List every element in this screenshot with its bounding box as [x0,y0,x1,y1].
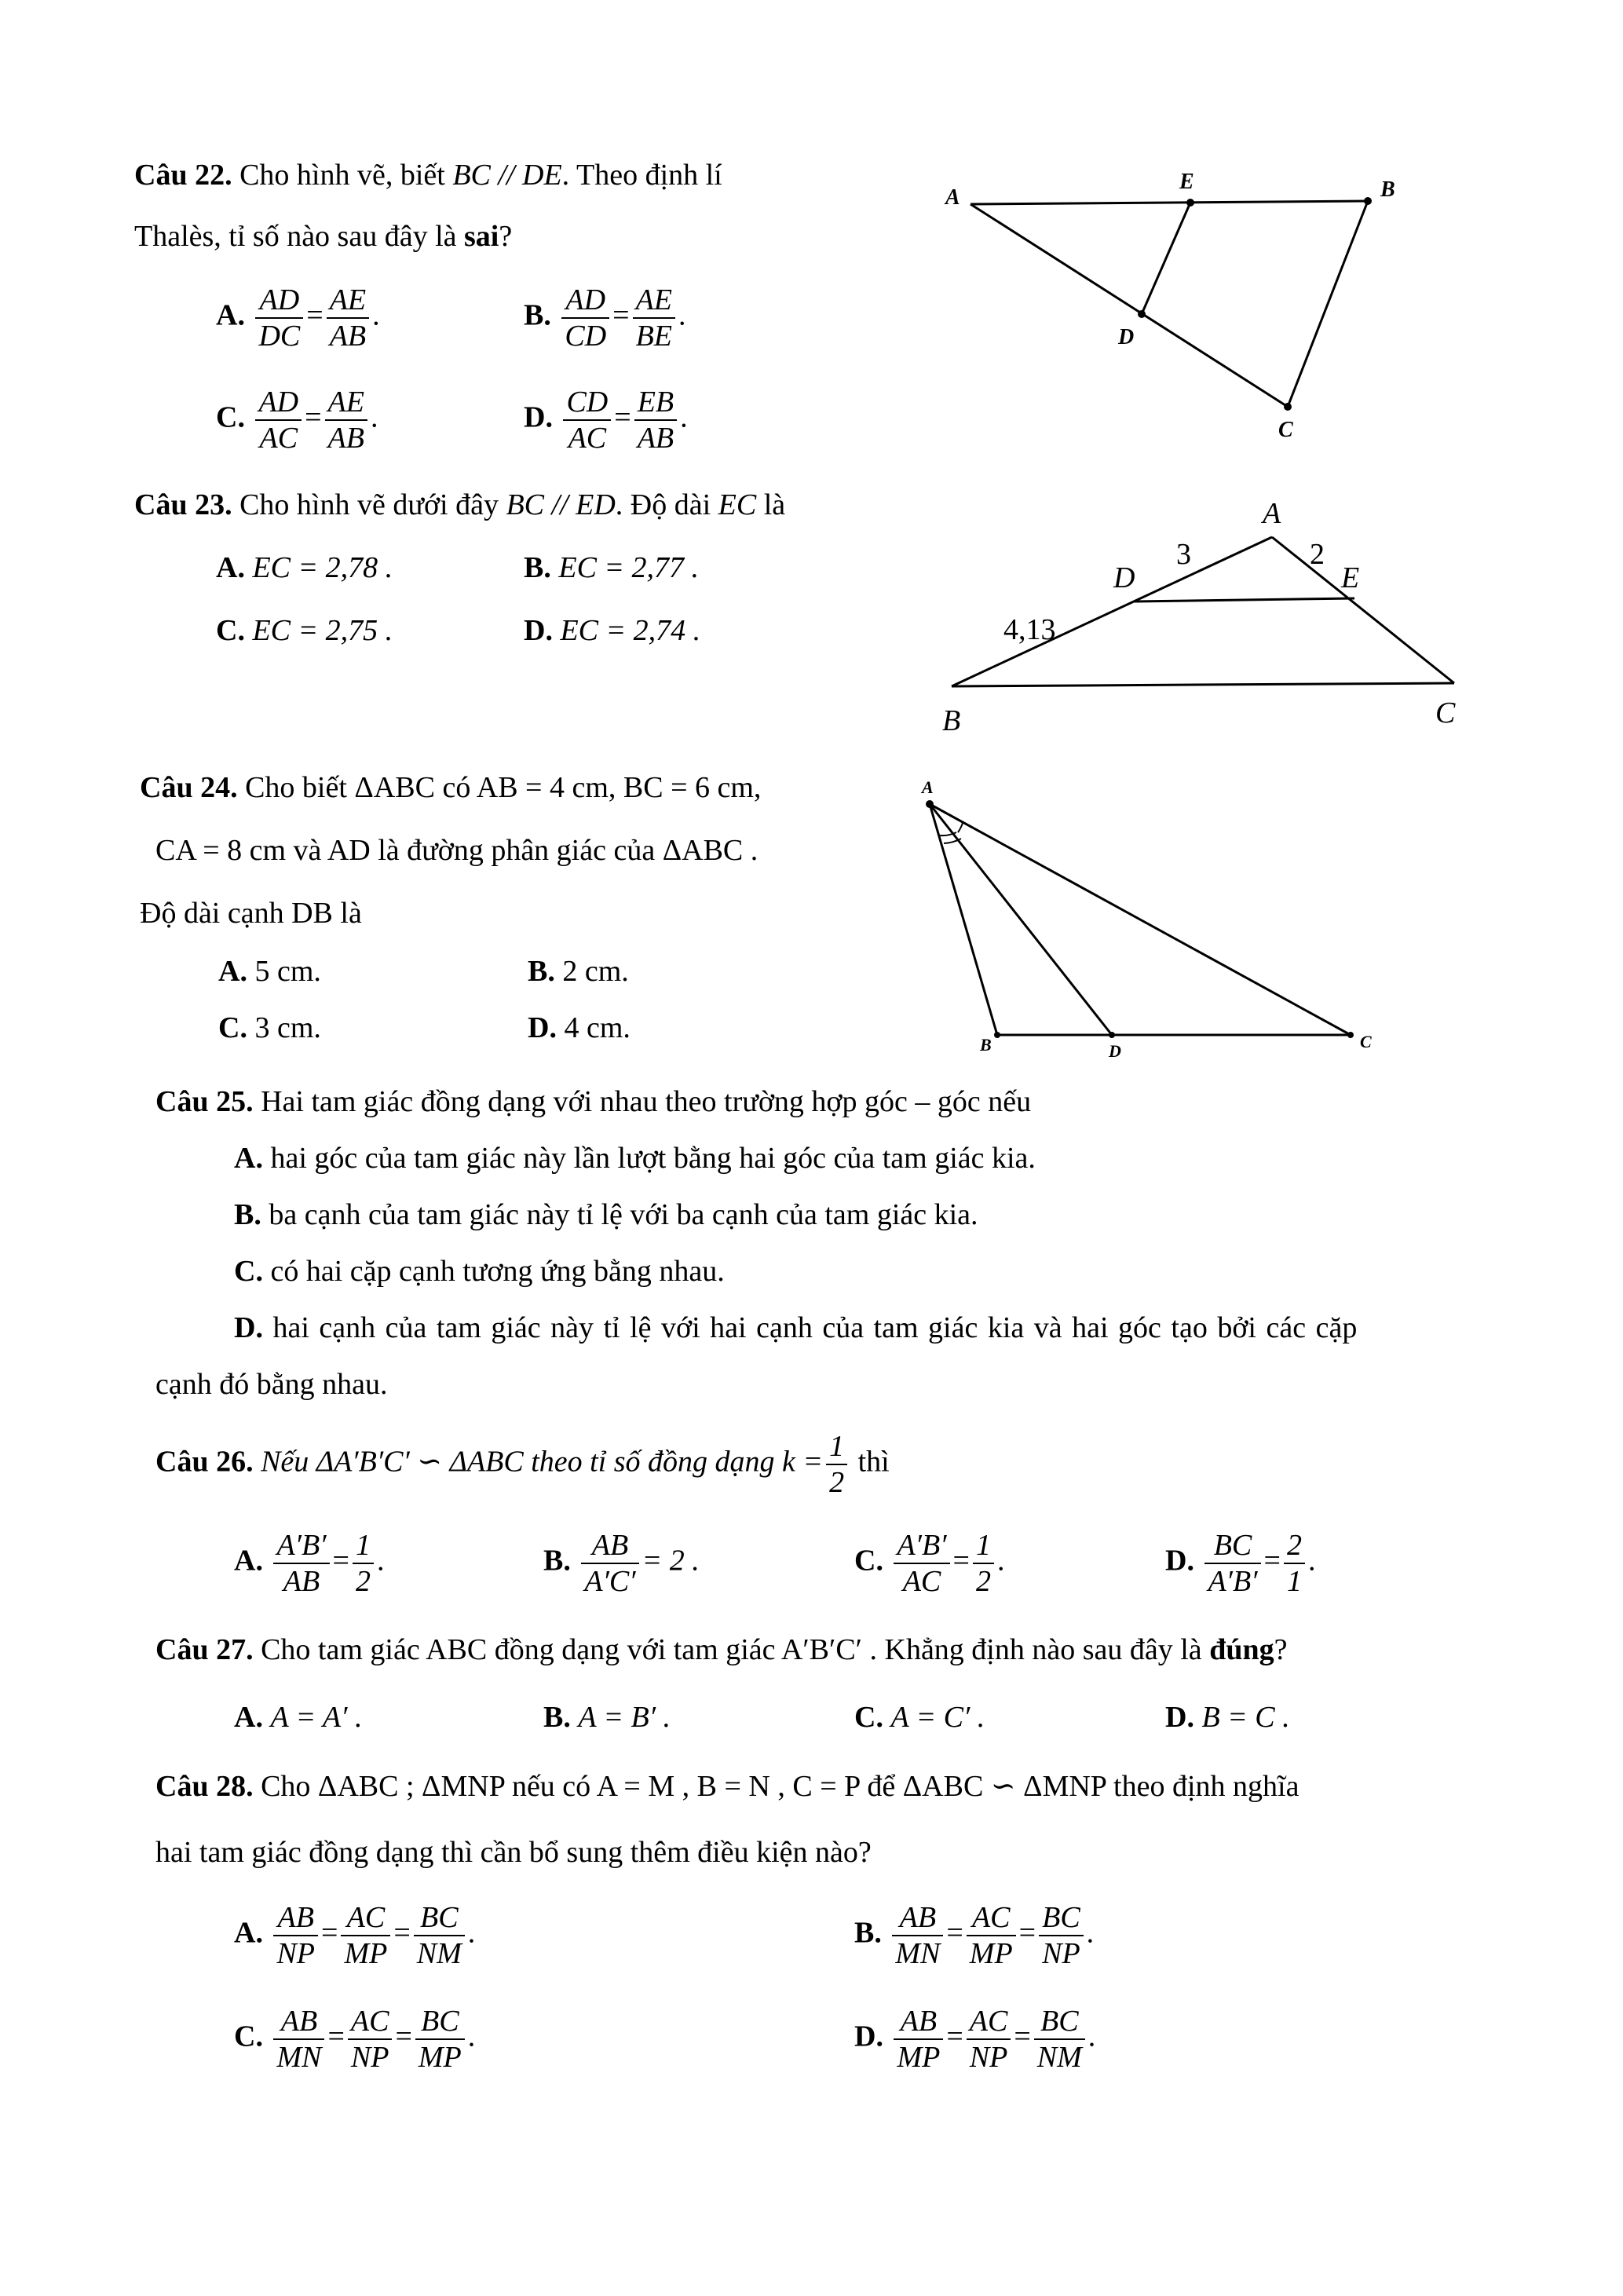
q27-option-a[interactable]: A. A = A′ . [234,1701,363,1734]
q27-option-c[interactable]: C. A = C′ . [854,1701,985,1734]
fraction: $\frac{AE}{AB}$ [327,283,369,353]
q24-label-d: D [1109,1041,1121,1061]
fraction: $\frac{AB}{MN}$ [273,2004,324,2075]
q24-option-b[interactable]: B. 2 cm. [528,955,629,988]
q28-head: Câu 28. [155,1770,254,1803]
q23-length-ae: 2 [1310,538,1325,571]
q23-figure [942,495,1492,746]
q27-emphasis: đúng [1209,1633,1274,1666]
fraction: $\frac{AC}{MP}$ [967,1900,1016,1971]
fraction: $\frac{1}{2}$ [826,1429,847,1500]
q23-option-b[interactable]: B. EC = 2,77 . [524,551,700,584]
q24-option-c[interactable]: C. 3 cm. [218,1011,321,1044]
fraction: $\frac{CD}{AC}$ [563,385,611,455]
fraction: $\frac{BC}{A'B'}$ [1204,1528,1260,1599]
q22-label-b: B [1380,177,1395,202]
q25-head: Câu 25. [155,1085,254,1118]
q24-option-d[interactable]: D. 4 cm. [528,1011,631,1044]
fraction: $\frac{AB}{MN}$ [892,1900,943,1971]
q24-option-a[interactable]: A. 5 cm. [218,955,321,988]
q23-length-db: 4,13 [1003,613,1056,646]
q27-option-b[interactable]: B. A = B′ . [543,1701,671,1734]
q28-option-c[interactable]: C. $\frac{AB}{MN}$ = $\frac{AC}{NP}$ = $\frac{BC}{MP}$ . [234,2005,476,2074]
q23-label-d: D [1113,561,1135,594]
q27-option-d[interactable]: D. B = C . [1165,1701,1290,1734]
fraction: $\frac{AC}{NP}$ [967,2004,1011,2075]
fraction: $\frac{EB}{AB}$ [634,385,677,455]
q27-line1: Câu 27. Cho tam giác ABC đồng dạng với tam giác A′B′C′ . Khẳng định nào sau đây là đúng? [155,1633,1288,1666]
q22-label-e: E [1179,170,1194,194]
q26-option-b[interactable]: B. $\frac{AB}{A'C'}$ = 2 . [543,1529,700,1598]
q22-option-b[interactable]: B. $\frac{AD}{CD}$ = $\frac{AE}{BE}$ . [524,283,686,353]
q26-option-a[interactable]: A. $\frac{A'B'}{AB}$ = $\frac{1}{2}$ . [234,1529,385,1598]
q26-head: Câu 26. [155,1445,254,1479]
q23-label-b: B [942,704,961,737]
q23-label-c: C [1435,696,1456,729]
q24-label-c: C [1360,1032,1372,1051]
q22-option-c[interactable]: C. $\frac{AD}{AC}$ = $\frac{AE}{AB}$ . [216,386,378,455]
fraction: $\frac{AD}{CD}$ [561,283,609,353]
fraction: $\frac{BC}{NP}$ [1039,1900,1084,1971]
fraction: $\frac{2}{1}$ [1284,1528,1305,1599]
fraction: $\frac{AB}{MP}$ [894,2004,943,2075]
fraction: $\frac{BC}{NM}$ [414,1900,465,1971]
q25-option-a[interactable]: A. hai góc của tam giác này lần lượt bằng hai góc của tam giác kia. [234,1142,1036,1175]
q23-line1: Câu 23. Cho hình vẽ dưới đây BC // ED. Độ dài EC là [134,488,786,521]
fraction: $\frac{AB}{A'C'}$ [581,1528,638,1599]
q28-option-d[interactable]: D. $\frac{AB}{MP}$ = $\frac{AC}{NP}$ = $\frac{BC}{NM}$ . [854,2005,1096,2074]
q22-emphasis: sai [464,220,499,253]
q22-option-a[interactable]: A. $\frac{AD}{DC}$ = $\frac{AE}{AB}$ . [216,283,380,353]
fraction: $\frac{AD}{AC}$ [255,385,302,455]
q28-option-a[interactable]: A. $\frac{AB}{NP}$ = $\frac{AC}{MP}$ = $\frac{BC}{NM}$ . [234,1901,476,1970]
fraction: $\frac{BC}{MP}$ [415,2004,465,2075]
fraction: $\frac{AC}{MP}$ [341,1900,390,1971]
q23-label-e: E [1341,561,1360,594]
q23-label-a: A [1263,497,1281,530]
q23-option-d[interactable]: D. EC = 2,74 . [524,614,701,647]
q26-option-d[interactable]: D. $\frac{BC}{A'B'}$ = $\frac{2}{1}$ . [1165,1529,1316,1598]
q24-figure [911,777,1398,1068]
q24-line3: Độ dài cạnh DB là [140,897,362,930]
q28-line1: Câu 28. Cho ΔABC ; ΔMNP nếu có A = M , B = N , C = P để ΔABC ∽ ΔMNP theo định nghĩa [155,1770,1299,1803]
fraction: $\frac{1}{2}$ [973,1528,994,1599]
q24-line1: Câu 24. Cho biết ΔABC có AB = 4 cm, BC = 6 cm, [140,771,762,804]
fraction: $\frac{AB}{NP}$ [273,1900,318,1971]
q23-head: Câu 23. [134,488,232,521]
fraction: $\frac{A'B'}{AC}$ [894,1528,949,1599]
q22-figure [927,165,1413,448]
q22-label-a: A [945,185,960,210]
fraction: $\frac{AD}{DC}$ [255,283,303,353]
q23-length-ad: 3 [1176,538,1191,571]
q23-option-a[interactable]: A. EC = 2,78 . [216,551,393,584]
fraction: $\frac{1}{2}$ [353,1528,374,1599]
q27-head: Câu 27. [155,1633,254,1666]
q25-option-b[interactable]: B. ba cạnh của tam giác này tỉ lệ với ba cạnh của tam giác kia. [234,1198,978,1231]
q28-line2: hai tam giác đồng dạng thì cần bổ sung thêm điều kiện nào? [155,1836,872,1869]
q26-line1: Câu 26. Nếu ΔA′B′C′ ∽ ΔABC theo tỉ số đồng dạng k = $\frac{1}{2}$ thì [155,1430,890,1499]
q22-line2: Thalès, tỉ số nào sau đây là sai? [134,220,513,253]
q22-head: Câu 22. [134,159,232,192]
q24-head: Câu 24. [140,771,238,804]
q23-option-c[interactable]: C. EC = 2,75 . [216,614,393,647]
q25-option-d[interactable]: D. hai cạnh của tam giác này tỉ lệ với hai cạnh của tam giác kia và hai góc tạo bởi các cặp [234,1311,1358,1344]
q28-option-b[interactable]: B. $\frac{AB}{MN}$ = $\frac{AC}{MP}$ = $\frac{BC}{NP}$ . [854,1901,1095,1970]
fraction: $\frac{AE}{BE}$ [633,283,675,353]
q25-line1: Câu 25. Hai tam giác đồng dạng với nhau theo trường hợp góc – góc nếu [155,1085,1032,1118]
q22-label-c: C [1278,418,1293,442]
q25-option-c[interactable]: C. có hai cặp cạnh tương ứng bằng nhau. [234,1255,725,1288]
fraction: $\frac{AE}{AB}$ [325,385,367,455]
fraction: $\frac{AC}{NP}$ [348,2004,393,2075]
q24-label-a: A [922,777,934,797]
q24-line2: CA = 8 cm và AD là đường phân giác của ΔABC . [155,834,758,867]
q24-label-b: B [980,1035,992,1055]
q26-option-c[interactable]: C. $\frac{A'B'}{AC}$ = $\frac{1}{2}$ . [854,1529,1005,1598]
q22-label-d: D [1118,325,1135,349]
q22-line1: Câu 22. Cho hình vẽ, biết BC // DE. Theo định lí [134,159,722,192]
fraction: $\frac{BC}{NM}$ [1034,2004,1085,2075]
q25-option-d-continued: cạnh đó bằng nhau. [155,1368,388,1401]
fraction: $\frac{A'B'}{AB}$ [273,1528,329,1599]
q22-option-d[interactable]: D. $\frac{CD}{AC}$ = $\frac{EB}{AB}$ . [524,386,688,455]
